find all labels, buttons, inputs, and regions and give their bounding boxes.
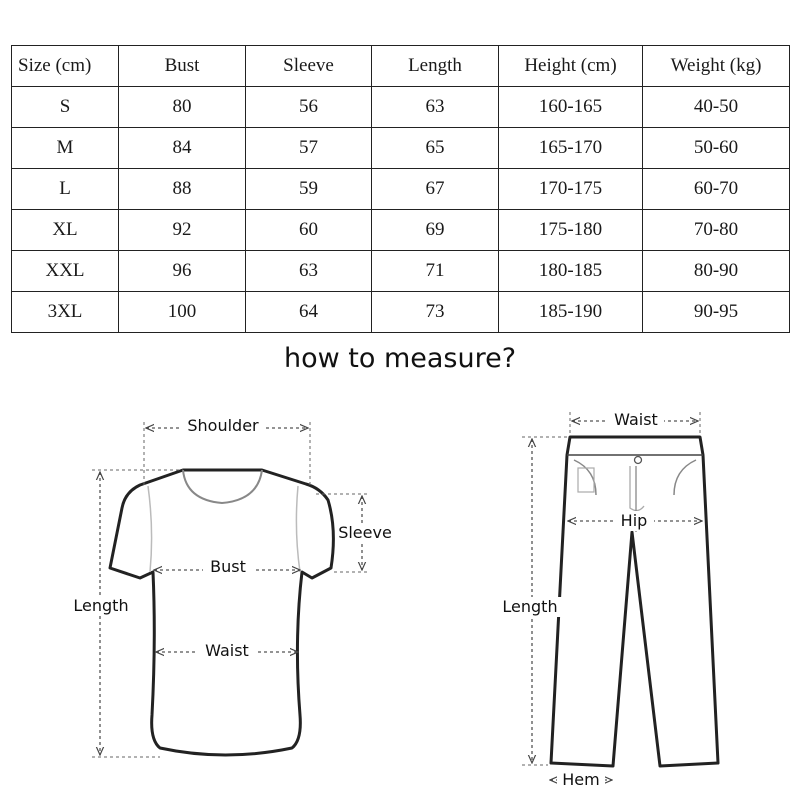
cell-height: 185-190 <box>499 292 643 333</box>
cell-bust: 100 <box>119 292 246 333</box>
cell-weight: 40-50 <box>643 87 790 128</box>
pants-diagram <box>500 410 718 790</box>
cell-sleeve: 57 <box>246 128 372 169</box>
cell-bust: 84 <box>119 128 246 169</box>
header-height: Height (cm) <box>499 46 643 87</box>
length-label: Length <box>73 596 129 615</box>
cell-height: 165-170 <box>499 128 643 169</box>
header-size: Size (cm) <box>12 46 119 87</box>
cell-sleeve: 63 <box>246 251 372 292</box>
cell-length: 69 <box>372 210 499 251</box>
cell-height: 175-180 <box>499 210 643 251</box>
cell-bust: 80 <box>119 87 246 128</box>
cell-weight: 60-70 <box>643 169 790 210</box>
pants-waist-label: Waist <box>614 410 658 429</box>
cell-height: 170-175 <box>499 169 643 210</box>
header-weight: Weight (kg) <box>643 46 790 87</box>
cell-bust: 96 <box>119 251 246 292</box>
cell-weight: 90-95 <box>643 292 790 333</box>
cell-size: XXL <box>12 251 119 292</box>
cell-bust: 92 <box>119 210 246 251</box>
cell-length: 73 <box>372 292 499 333</box>
sleeve-label: Sleeve <box>338 523 392 542</box>
pants-outline <box>551 437 718 766</box>
cell-size: XL <box>12 210 119 251</box>
cell-bust: 88 <box>119 169 246 210</box>
pants-length-label: Length <box>502 597 558 616</box>
header-sleeve: Sleeve <box>246 46 372 87</box>
hip-label: Hip <box>620 511 648 530</box>
cell-size: 3XL <box>12 292 119 333</box>
cell-length: 71 <box>372 251 499 292</box>
shoulder-label: Shoulder <box>187 416 259 435</box>
waist-label: Waist <box>205 641 249 660</box>
cell-weight: 80-90 <box>643 251 790 292</box>
tshirt-outline <box>110 470 333 755</box>
page-heading: how to measure? <box>283 343 517 374</box>
cell-size: L <box>12 169 119 210</box>
cell-length: 63 <box>372 87 499 128</box>
cell-height: 180-185 <box>499 251 643 292</box>
cell-weight: 70-80 <box>643 210 790 251</box>
header-length: Length <box>372 46 499 87</box>
bust-label: Bust <box>210 557 246 576</box>
cell-sleeve: 59 <box>246 169 372 210</box>
cell-size: S <box>12 87 119 128</box>
cell-length: 67 <box>372 169 499 210</box>
tshirt-diagram <box>70 414 396 757</box>
button <box>635 457 642 464</box>
cell-sleeve: 56 <box>246 87 372 128</box>
cell-size: M <box>12 128 119 169</box>
cell-length: 65 <box>372 128 499 169</box>
cell-sleeve: 64 <box>246 292 372 333</box>
cell-height: 160-165 <box>499 87 643 128</box>
hem-label: Hem <box>562 770 600 789</box>
header-bust: Bust <box>119 46 246 87</box>
cell-weight: 50-60 <box>643 128 790 169</box>
cell-sleeve: 60 <box>246 210 372 251</box>
